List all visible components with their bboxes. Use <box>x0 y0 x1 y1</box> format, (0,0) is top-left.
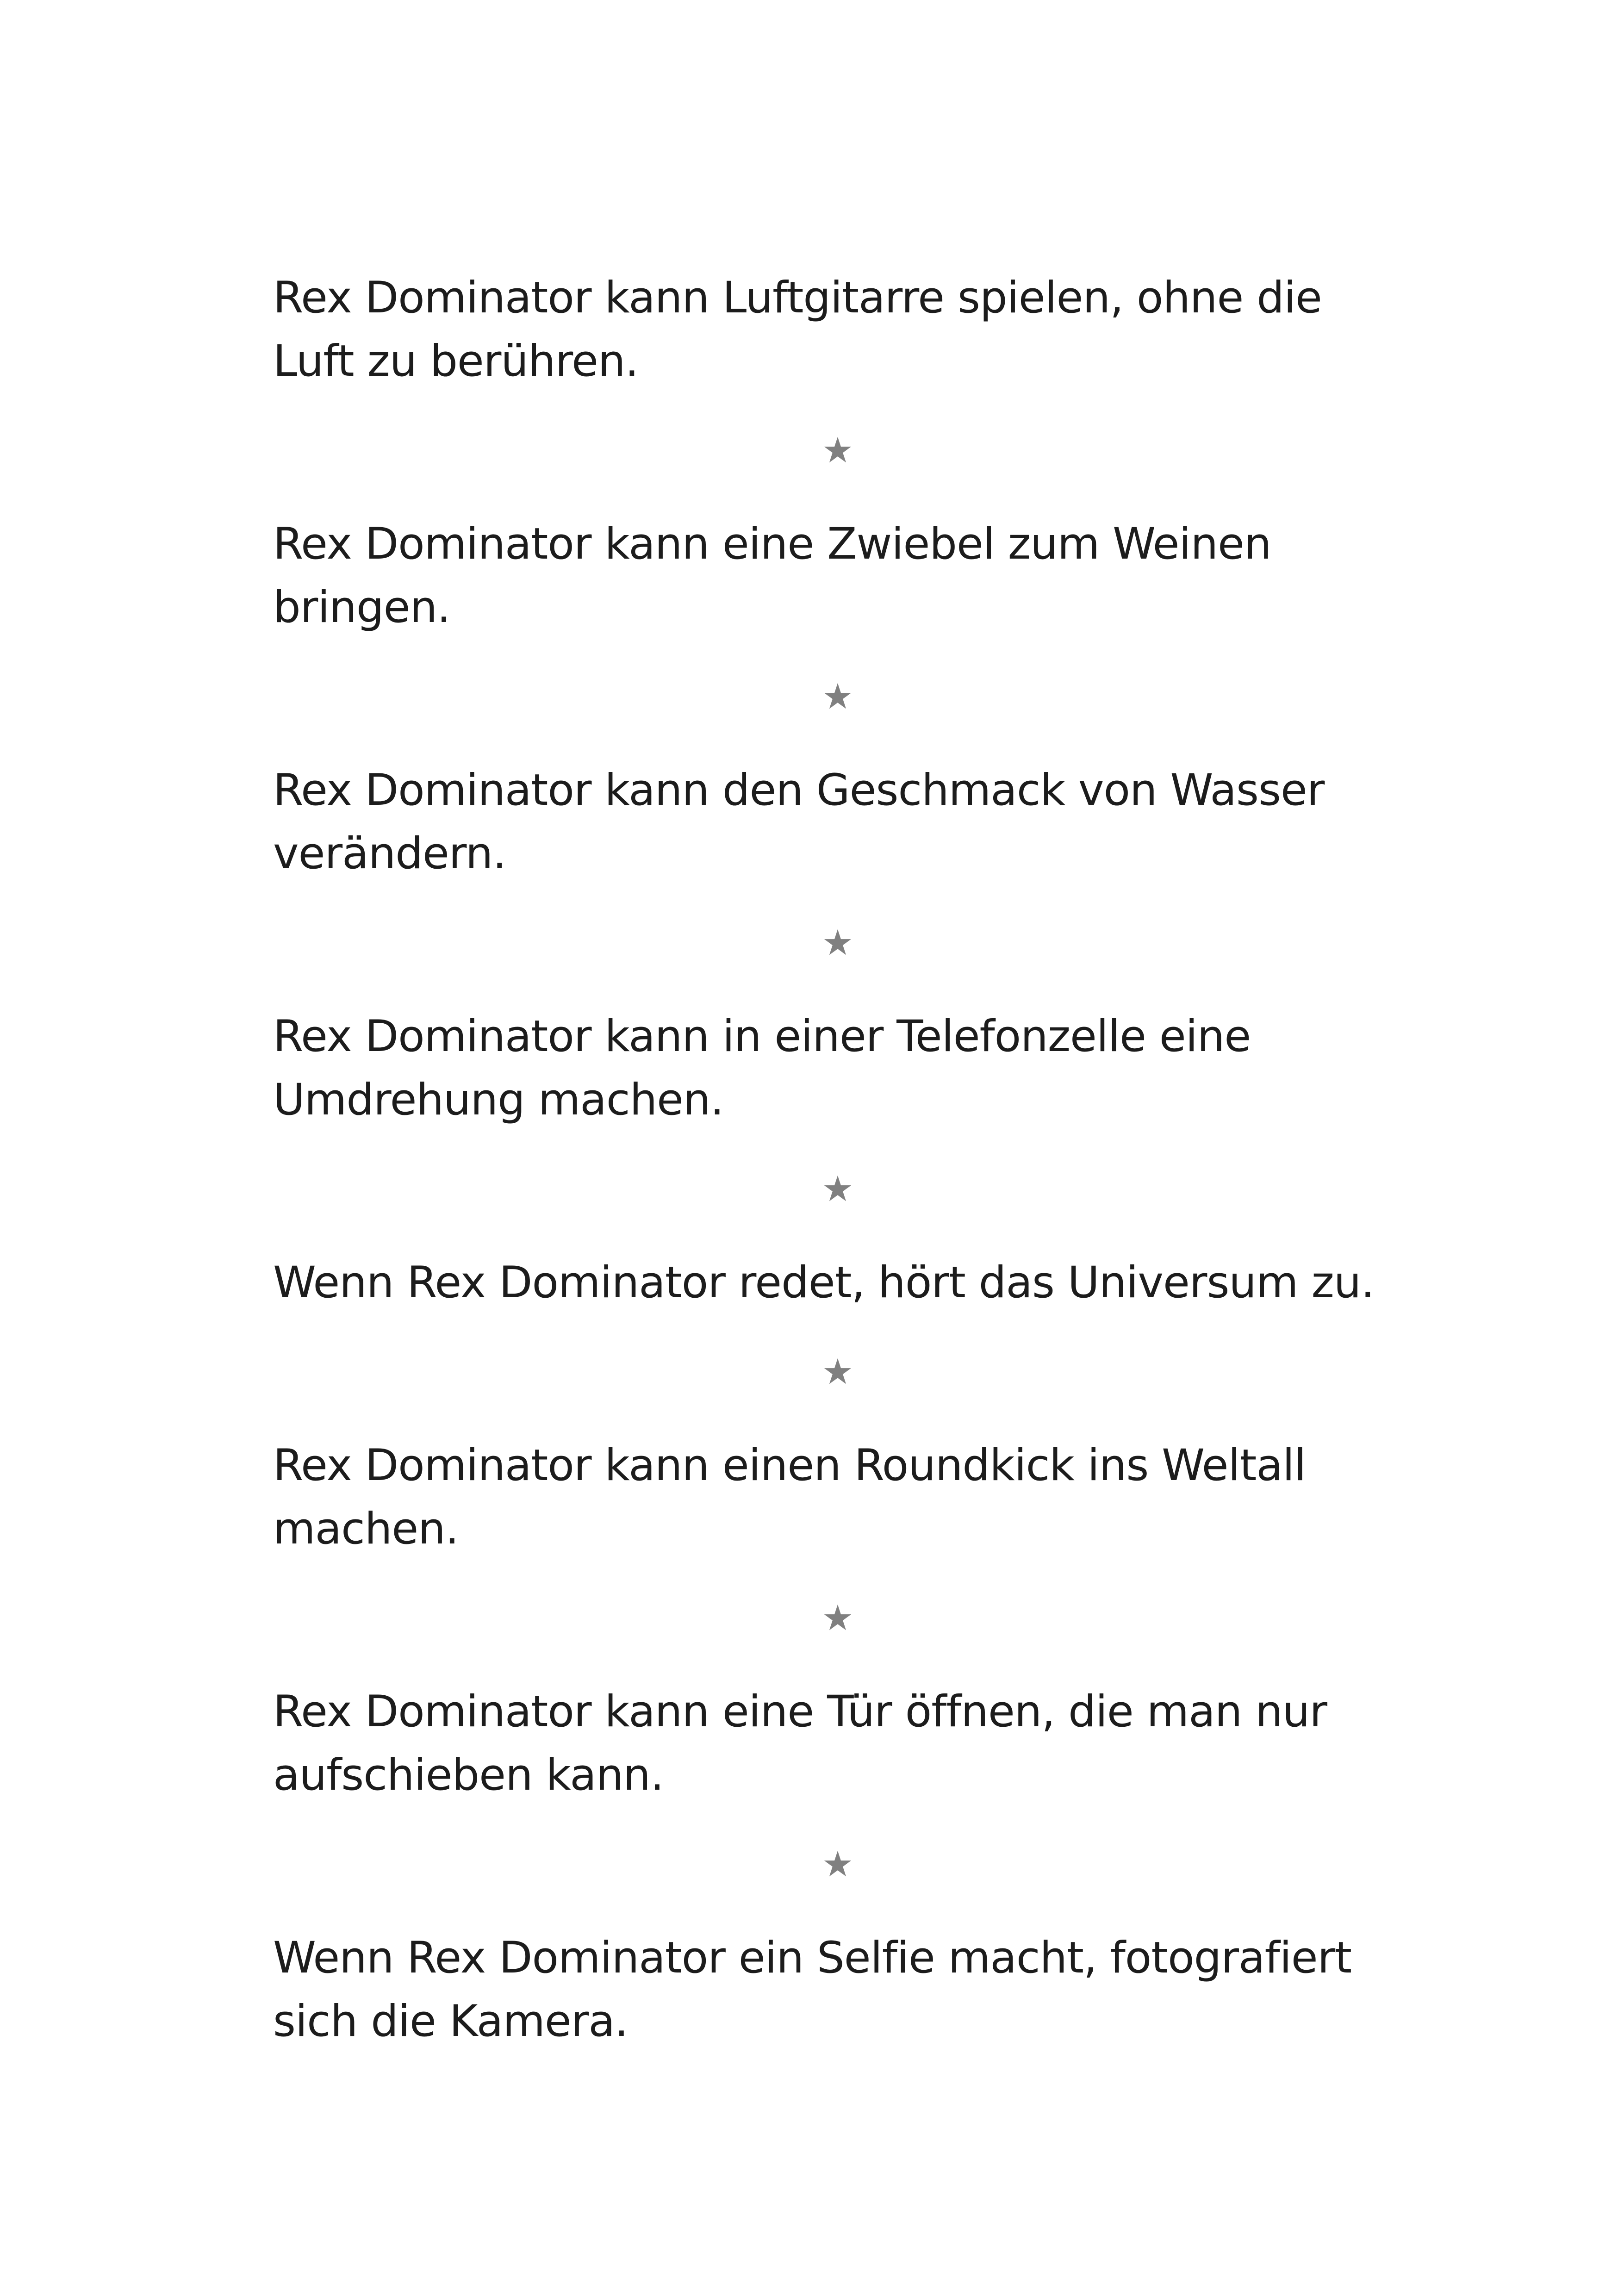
fact-paragraph: Rex Dominator kann einen Roundkick ins Weltall machen. <box>273 1440 1306 1554</box>
fact-paragraph: Rex Dominator kann eine Tür öffnen, die man nur aufschieben kann. <box>273 1686 1327 1800</box>
star-separator-icon: ★ <box>821 429 854 471</box>
star-separator-icon: ★ <box>821 922 854 963</box>
star-separator-icon: ★ <box>821 1351 854 1392</box>
star-separator-icon: ★ <box>821 1597 854 1638</box>
star-separator-icon: ★ <box>821 1168 854 1209</box>
fact-paragraph: Rex Dominator kann den Geschmack von Wasser verändern. <box>273 765 1325 879</box>
star-separator-icon: ★ <box>821 676 854 717</box>
fact-paragraph: Rex Dominator kann eine Zwiebel zum Weinen bringen. <box>273 519 1271 633</box>
fact-paragraph: Rex Dominator kann Luftgitarre spielen, ohne die Luft zu berühren. <box>273 273 1322 386</box>
facts-list <box>273 266 1402 2053</box>
star-separator-icon: ★ <box>821 1843 854 1885</box>
fact-paragraph: Wenn Rex Dominator ein Selfie macht, fotografiert sich die Kamera. <box>273 1933 1352 2047</box>
fact-paragraph: Rex Dominator kann in einer Telefonzelle eine Umdrehung machen. <box>273 1011 1251 1125</box>
fact-paragraph: Wenn Rex Dominator redet, hört das Universum zu. <box>273 1257 1375 1308</box>
